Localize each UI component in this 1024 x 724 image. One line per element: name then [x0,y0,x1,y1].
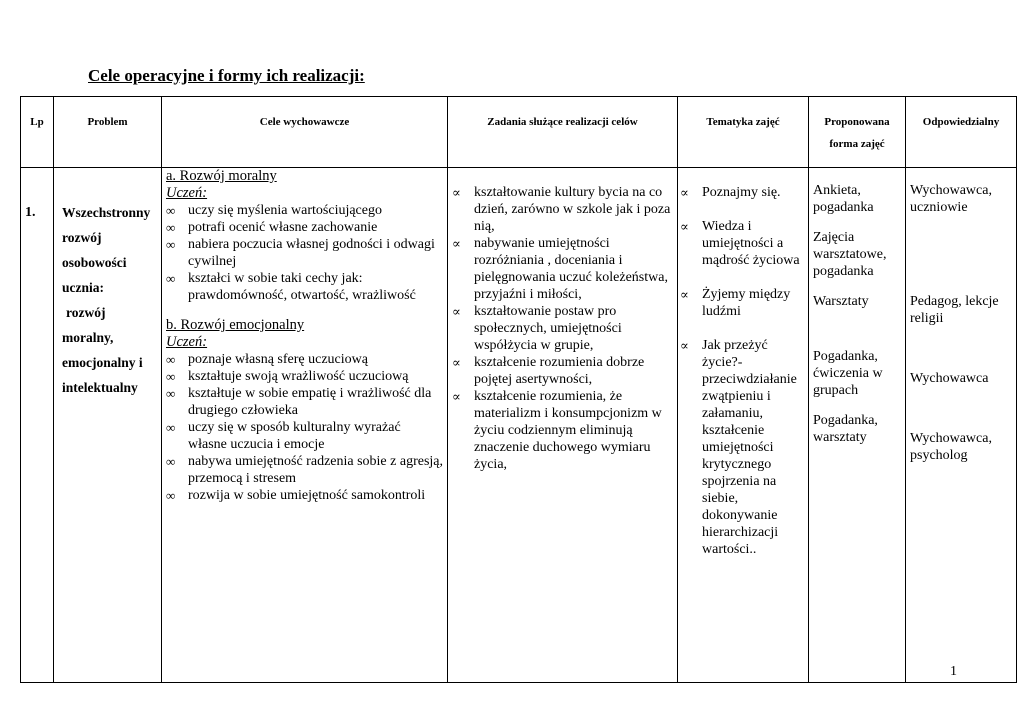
list-item: ∝ kształcenie rozumienia dobrze pojętej asertywności, [452,355,645,387]
page-number: 1 [950,664,957,679]
list-item: ∞ kształci w sobie taki cechy jak: prawdomówność, otwartość, wrażliwość [166,271,416,303]
cell-tematyka [678,168,809,683]
list-item: ∞ uczy się w sposób kulturalny wyrażać własne uczucia i emocje [166,420,401,452]
cell-lp: 1. [21,168,54,683]
form-item: Pogadanka, warsztaty [813,413,878,445]
infinity-bullet-icon: ∞ [166,271,176,286]
moral-goals-list [166,202,443,304]
infinity-bullet-icon: ∞ [166,352,176,367]
proportional-bullet-icon: ∝ [680,185,689,200]
problem-line: Wszechstronny [62,205,151,220]
proportional-bullet-icon: ∝ [680,338,689,353]
proportional-bullet-icon: ∝ [452,304,461,319]
header-cele: Cele wychowawcze [162,97,448,168]
form-item: Pogadanka, ćwiczenia w grupach [813,349,883,398]
section-subheading: Uczeń: [166,334,208,350]
list-item: ∝ kształtowanie postaw pro społecznych, umiejętności współżycia w grupie, [452,304,622,353]
infinity-bullet-icon: ∞ [166,203,176,218]
problem-line: osobowości [62,255,127,270]
list-item: ∝ Żyjemy między ludźmi [680,287,791,319]
form-item: Zajęcia warsztatowe, pogadanka [813,230,887,279]
list-item: ∞ poznaje własną sferę uczuciową [166,352,368,367]
list-item: ∝ Poznajmy się. [680,185,781,200]
list-item: ∝ kształcenie rozumienia, że materializm i konsumpcjonizm w życiu codziennym eliminują znaczenie duchowego wymiaru życia, [452,389,662,472]
responsible-item: Wychowawca, psycholog [910,431,992,463]
list-item: ∞ nabywa umiejętność radzenia sobie z agresją, przemocą i stresem [166,454,444,486]
list-item: ∞ uczy się myślenia wartościującego [166,203,382,218]
header-forma: Proponowana forma zajęć [809,97,906,168]
problem-line: rozwój [66,305,106,320]
infinity-bullet-icon: ∞ [166,386,176,401]
responsible-item: Pedagog, lekcje religii [910,294,999,326]
infinity-bullet-icon: ∞ [166,488,176,503]
infinity-bullet-icon: ∞ [166,220,176,235]
page-title: Cele operacyjne i formy ich realizacji: [88,66,365,85]
list-item: ∝ nabywanie umiejętności rozróżniania , doceniania i pielęgnowania uczuć koleżeństwa, przyjaźni i miłości, [452,236,668,302]
proportional-bullet-icon: ∝ [452,389,461,404]
list-item: ∞ nabiera poczucia własnej godności i odwagi cywilnej [166,237,435,269]
section-subheading: Uczeń: [166,185,208,201]
form-item: Ankieta, pogadanka [813,183,874,215]
list-item: ∝ Wiedza i umiejętności a mądrość życiowa [680,219,800,268]
cell-odpowiedzialny [906,168,1017,683]
problem-line: ucznia: [62,280,104,295]
list-item: ∞ kształtuje w sobie empatię i wrażliwość dla drugiego człowieka [166,386,432,418]
list-item: ∞ rozwija w sobie umiejętność samokontroli [166,488,426,503]
problem-line: emocjonalny i [62,355,143,370]
emotional-goals-list [166,351,443,504]
cell-problem [54,168,162,683]
header-lp: Lp [21,97,54,168]
header-tematyka: Tematyka zajęć [678,97,809,168]
infinity-bullet-icon: ∞ [166,420,176,435]
section-heading-emotional: b. Rozwój emocjonalny [166,317,305,333]
topics-list [680,184,806,558]
list-item: ∝ Jak przeżyć życie?- przeciwdziałanie zwątpieniu i załamaniu, kształcenie umiejętności krytycznego spojrzenia na siebie, dokonywanie hierarchizacji wartości.. [680,338,797,557]
table-row [21,168,1017,683]
header-row [21,97,1017,168]
section-heading-moral: a. Rozwój moralny [166,168,277,184]
proportional-bullet-icon: ∝ [452,236,461,251]
responsible-item: Wychowawca, uczniowie [910,183,992,215]
problem-line: rozwój [62,230,102,245]
goals-table [20,96,1017,683]
infinity-bullet-icon: ∞ [166,369,176,384]
header-zadania: Zadania służące realizacji celów [448,97,678,168]
header-odpowiedzialny: Odpowiedzialny [906,97,1017,168]
infinity-bullet-icon: ∞ [166,454,176,469]
cell-forma [809,168,906,683]
proportional-bullet-icon: ∝ [452,355,461,370]
problem-line: moralny, [62,330,114,345]
cell-cele [162,168,448,683]
proportional-bullet-icon: ∝ [680,287,689,302]
list-item: ∝ kształtowanie kultury bycia na co dzień, zarówno w szkole jak i poza nią, [452,185,671,234]
form-item: Warsztaty [813,294,869,309]
proportional-bullet-icon: ∝ [452,185,461,200]
responsible-item: Wychowawca [910,371,989,386]
header-problem: Problem [54,97,162,168]
problem-line: intelektualny [62,380,138,395]
proportional-bullet-icon: ∝ [680,219,689,234]
list-item: ∞ kształtuje swoją wrażliwość uczuciową [166,369,409,384]
tasks-list [452,184,673,473]
list-item: ∞ potrafi ocenić własne zachowanie [166,220,378,235]
infinity-bullet-icon: ∞ [166,237,176,252]
cell-zadania [448,168,678,683]
